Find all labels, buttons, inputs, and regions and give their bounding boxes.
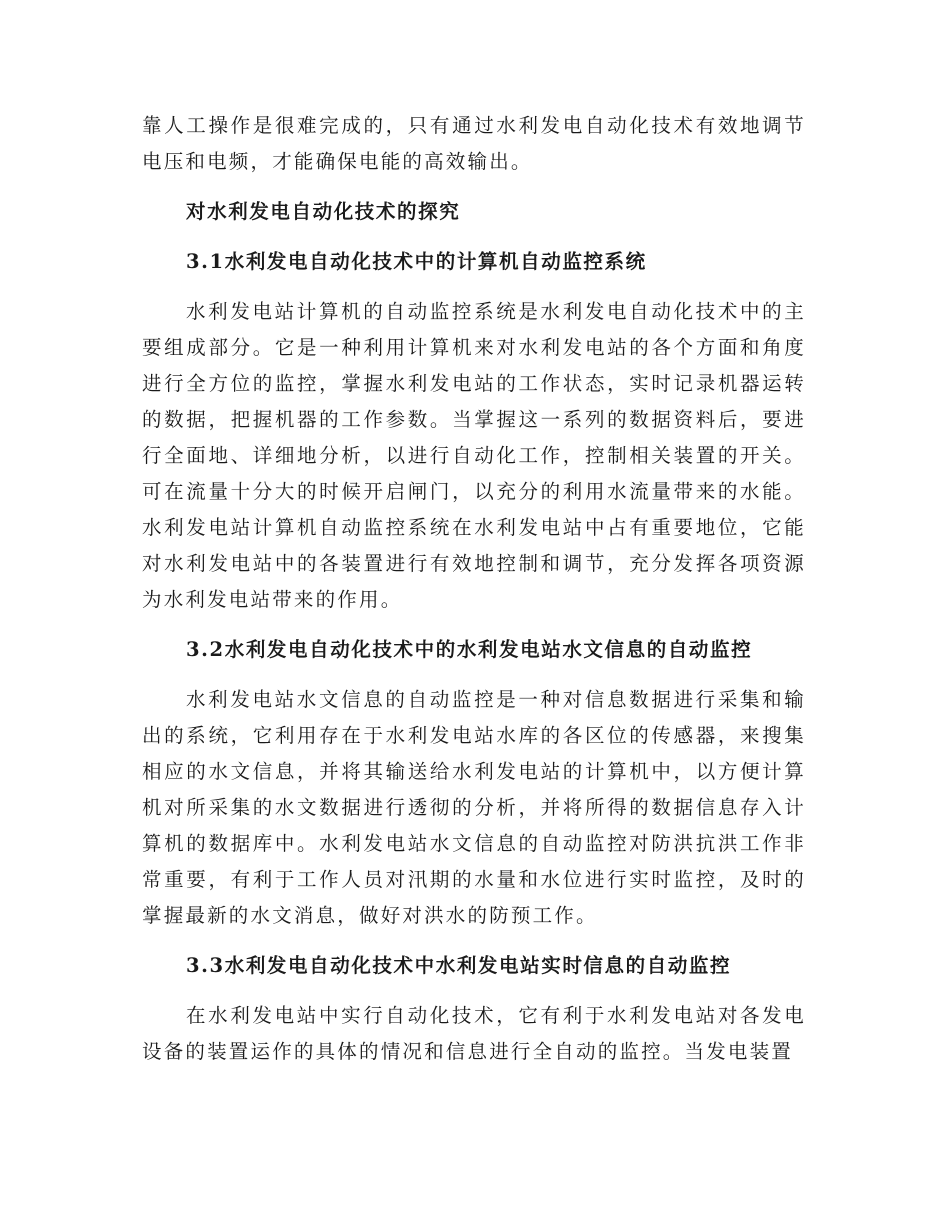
document-page xyxy=(142,108,806,1070)
spacer xyxy=(142,984,806,998)
subsection-heading-3-3: 3.3水利发电自动化技术中水利发电站实时信息的自动监控 xyxy=(186,954,732,977)
paragraph-3-3: 在水利发电站中实行自动化技术，它有利于水利发电站对各发电设备的装置运作的具体的情况和信息进行全自动的监控。当发电装置 xyxy=(142,1004,806,1063)
subsection-heading-3-1: 3.1水利发电自动化技术中的计算机自动监控系统 xyxy=(186,250,647,273)
spacer xyxy=(142,230,806,244)
spacer xyxy=(142,668,806,682)
spacer xyxy=(142,280,806,294)
paragraph-3-1: 水利发电站计算机的自动监控系统是水利发电自动化技术中的主要组成部分。它是一种利用计算机来对水利发电站的各个方面和角度进行全方位的监控，掌握水利发电站的工作状态，实时记录机器运转的数据，把握机器的工作参数。当掌握这一系列的数据资料后，要进行全面地、详细地分析，以进行自动化工作，控制相关装置的开关。可在流量十分大的时候开启闸门，以充分的利用水流量带来的水能。水利发电站计算机自动监控系统在水利发电站中占有重要地位，它能对水利发电站中的各装置进行有效地控制和调节，充分发挥各项资源为水利发电站带来的作用。 xyxy=(142,300,806,611)
spacer xyxy=(142,934,806,948)
spacer xyxy=(142,180,806,194)
section-heading: 对水利发电自动化技术的探究 xyxy=(186,200,461,223)
spacer xyxy=(142,618,806,632)
subsection-heading-3-2: 3.2水利发电自动化技术中的水利发电站水文信息的自动监控 xyxy=(186,638,753,661)
paragraph-3-2: 水利发电站水文信息的自动监控是一种对信息数据进行采集和输出的系统，它利用存在于水利发电站水库的各区位的传感器，来搜集相应的水文信息，并将其输送给水利发电站的计算机中，以方便计算机对所采集的水文数据进行透彻的分析，并将所得的数据信息存入计算机的数据库中。水利发电站水文信息的自动监控对防洪抗洪工作非常重要，有利于工作人员对汛期的水量和水位进行实时监控，及时的掌握最新的水文消息，做好对洪水的防预工作。 xyxy=(142,688,806,927)
paragraph-continuation: 靠人工操作是很难完成的，只有通过水利发电自动化技术有效地调节电压和电频，才能确保电能的高效输出。 xyxy=(142,114,806,173)
